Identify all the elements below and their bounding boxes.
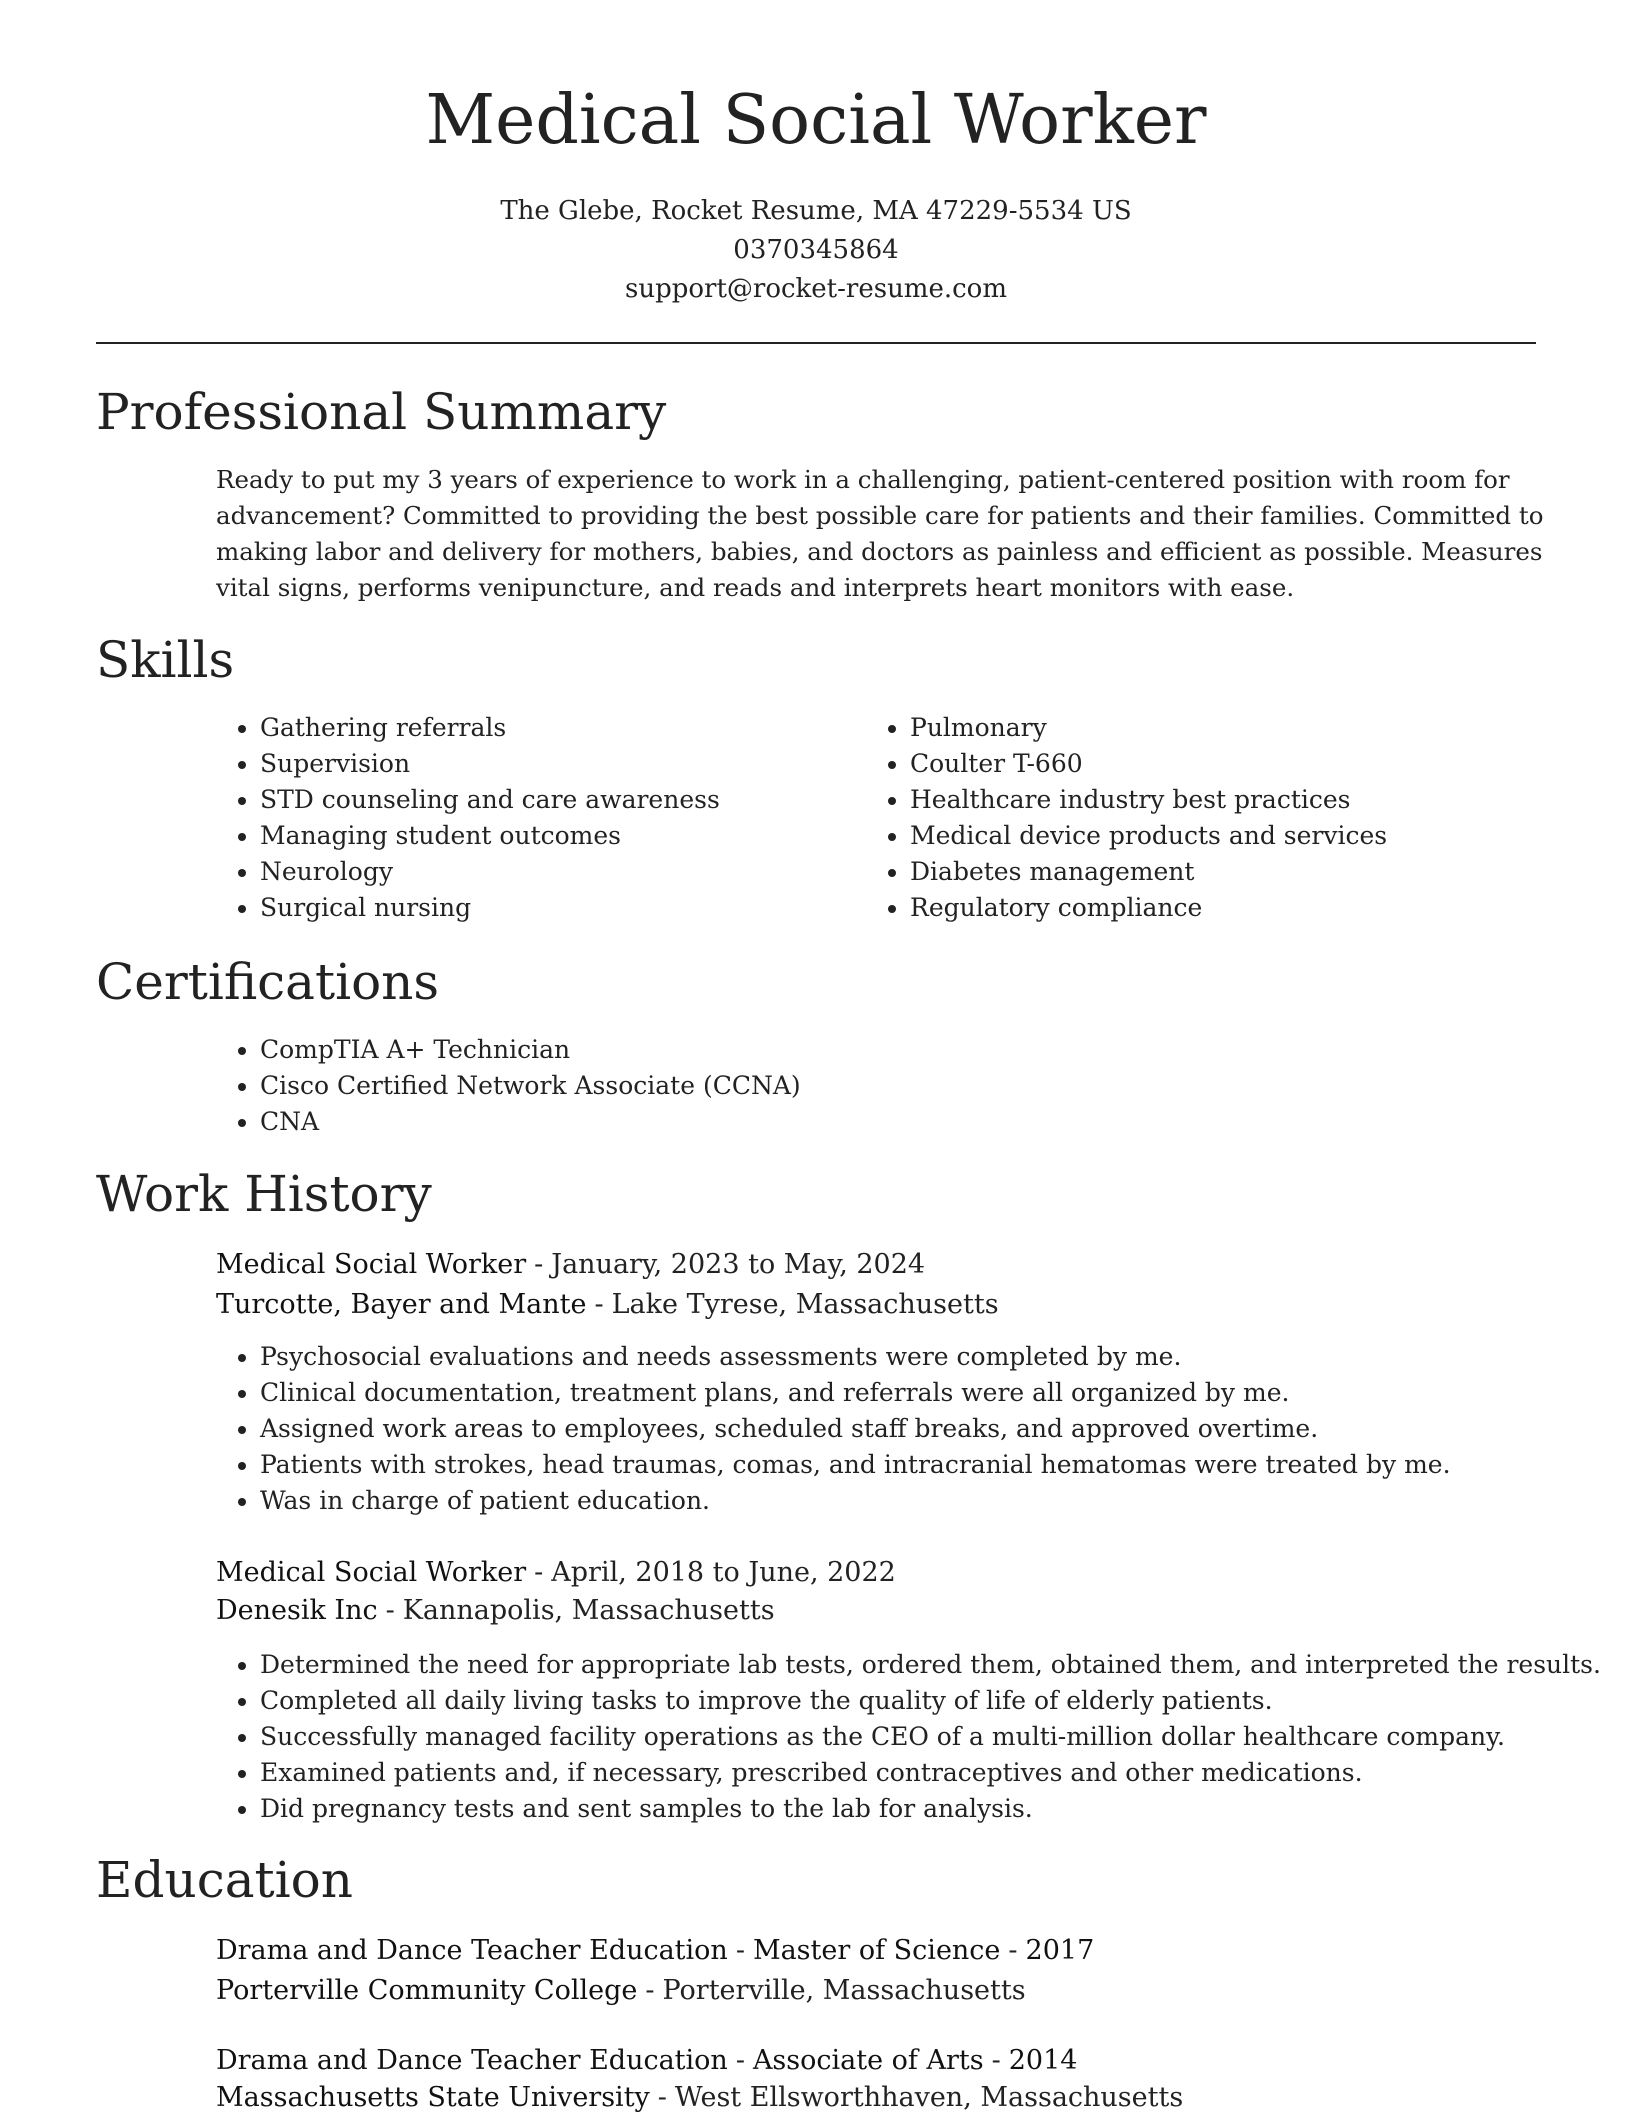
education-heading: Education (96, 1851, 353, 1909)
skills-list-right (866, 710, 1387, 926)
skill-item: • Supervision (260, 746, 720, 782)
skill-item: • Gathering referrals (260, 710, 720, 746)
separator: - (645, 1975, 655, 2006)
education-degree-line (216, 2041, 1077, 2081)
education-degree: Master of Science (752, 1935, 1001, 1966)
education-field: Drama and Dance Teacher Education (216, 1935, 728, 1966)
contact-email: support@rocket-resume.com (624, 274, 1007, 304)
job-bullet: • Psychosocial evaluations and needs assessments were completed by me. (260, 1339, 1451, 1375)
job-bullet: • Successfully managed facility operations as the CEO of a multi-million dollar healthcare company. (260, 1719, 1601, 1755)
contact-phone: 0370345864 (733, 235, 899, 265)
job-title: Medical Social Worker (216, 1557, 527, 1588)
skill-item: • Surgical nursing (260, 890, 720, 926)
header-divider (96, 342, 1536, 344)
separator: - (1008, 1935, 1018, 1966)
skill-item: • Medical device products and services (910, 818, 1387, 854)
job-bullet: • Completed all daily living tasks to improve the quality of life of elderly patients. (260, 1683, 1601, 1719)
certifications-heading: Certifications (96, 953, 440, 1011)
separator: - (657, 2082, 667, 2113)
skills-list-left (216, 710, 720, 926)
separator: - (735, 1935, 745, 1966)
job-dates: January, 2023 to May, 2024 (551, 1249, 926, 1280)
education-school-line (216, 1971, 1026, 2011)
certifications-list (216, 1032, 801, 1140)
job-bullet: • Clinical documentation, treatment plans, and referrals were all organized by me. (260, 1375, 1451, 1411)
job-bullets (216, 1647, 1601, 1827)
job-company: Denesik Inc (216, 1595, 378, 1626)
job-company-line (216, 1591, 775, 1631)
skill-item: • Managing student outcomes (260, 818, 720, 854)
education-field: Drama and Dance Teacher Education (216, 2045, 728, 2076)
skill-item: • Regulatory compliance (910, 890, 1387, 926)
contact-address: The Glebe, Rocket Resume, MA 47229-5534 US (500, 196, 1132, 226)
work-history-heading: Work History (96, 1165, 432, 1223)
skill-item: • Healthcare industry best practices (910, 782, 1387, 818)
education-year: 2014 (1008, 2045, 1078, 2076)
skill-item: • Diabetes management (910, 854, 1387, 890)
education-school-line (216, 2078, 1183, 2118)
job-bullet: • Patients with strokes, head traumas, comas, and intracranial hematomas were treated by me. (260, 1447, 1451, 1483)
job-bullet: • Examined patients and, if necessary, prescribed contraceptives and other medications. (260, 1755, 1601, 1791)
skills-heading: Skills (96, 631, 235, 689)
skill-item: • STD counseling and care awareness (260, 782, 720, 818)
job-title-line (216, 1245, 925, 1285)
education-degree-line (216, 1931, 1094, 1971)
job-company-line (216, 1285, 999, 1325)
job-bullet: • Was in charge of patient education. (260, 1483, 1451, 1519)
certification-item: • CompTIA A+ Technician (260, 1032, 801, 1068)
education-degree: Associate of Arts (752, 2045, 984, 2076)
separator: - (385, 1595, 395, 1626)
separator: - (534, 1557, 544, 1588)
separator: - (594, 1289, 604, 1320)
skill-item: • Pulmonary (910, 710, 1387, 746)
summary-heading: Professional Summary (96, 383, 667, 441)
job-title-line (216, 1553, 896, 1593)
job-location: Lake Tyrese, Massachusetts (611, 1289, 999, 1320)
education-location: West Ellsworthhaven, Massachusetts (674, 2082, 1184, 2113)
summary-text: Ready to put my 3 years of experience to work in a challenging, patient-centered position with room for advancement? Committed to providing the best possible care for patients and their families. Committed to making labor and delivery for mothers, babies, and doctors as painless and efficient as possible. Measures vital signs, performs venipuncture, and reads and interprets heart monitors with ease. (216, 465, 1544, 602)
skill-item: • Coulter T-660 (910, 746, 1387, 782)
education-school: Porterville Community College (216, 1975, 638, 2006)
job-company: Turcotte, Bayer and Mante (216, 1289, 587, 1320)
certification-item: • CNA (260, 1104, 801, 1140)
separator: - (534, 1249, 544, 1280)
job-bullet: • Assigned work areas to employees, scheduled staff breaks, and approved overtime. (260, 1411, 1451, 1447)
education-year: 2017 (1025, 1935, 1095, 1966)
job-title: Medical Social Worker (216, 1249, 527, 1280)
job-bullet: • Did pregnancy tests and sent samples to the lab for analysis. (260, 1791, 1601, 1827)
job-location: Kannapolis, Massachusetts (402, 1595, 775, 1626)
candidate-name: Medical Social Worker (425, 81, 1207, 160)
separator: - (991, 2045, 1001, 2076)
education-school: Massachusetts State University (216, 2082, 650, 2113)
education-location: Porterville, Massachusetts (662, 1975, 1026, 2006)
job-bullet: • Determined the need for appropriate lab tests, ordered them, obtained them, and interpreted the results. (260, 1647, 1601, 1683)
certification-item: • Cisco Certified Network Associate (CCNA) (260, 1068, 801, 1104)
skill-item: • Neurology (260, 854, 720, 890)
job-bullets (216, 1339, 1451, 1519)
job-dates: April, 2018 to June, 2022 (551, 1557, 896, 1588)
separator: - (735, 2045, 745, 2076)
contact-block (0, 192, 1632, 309)
